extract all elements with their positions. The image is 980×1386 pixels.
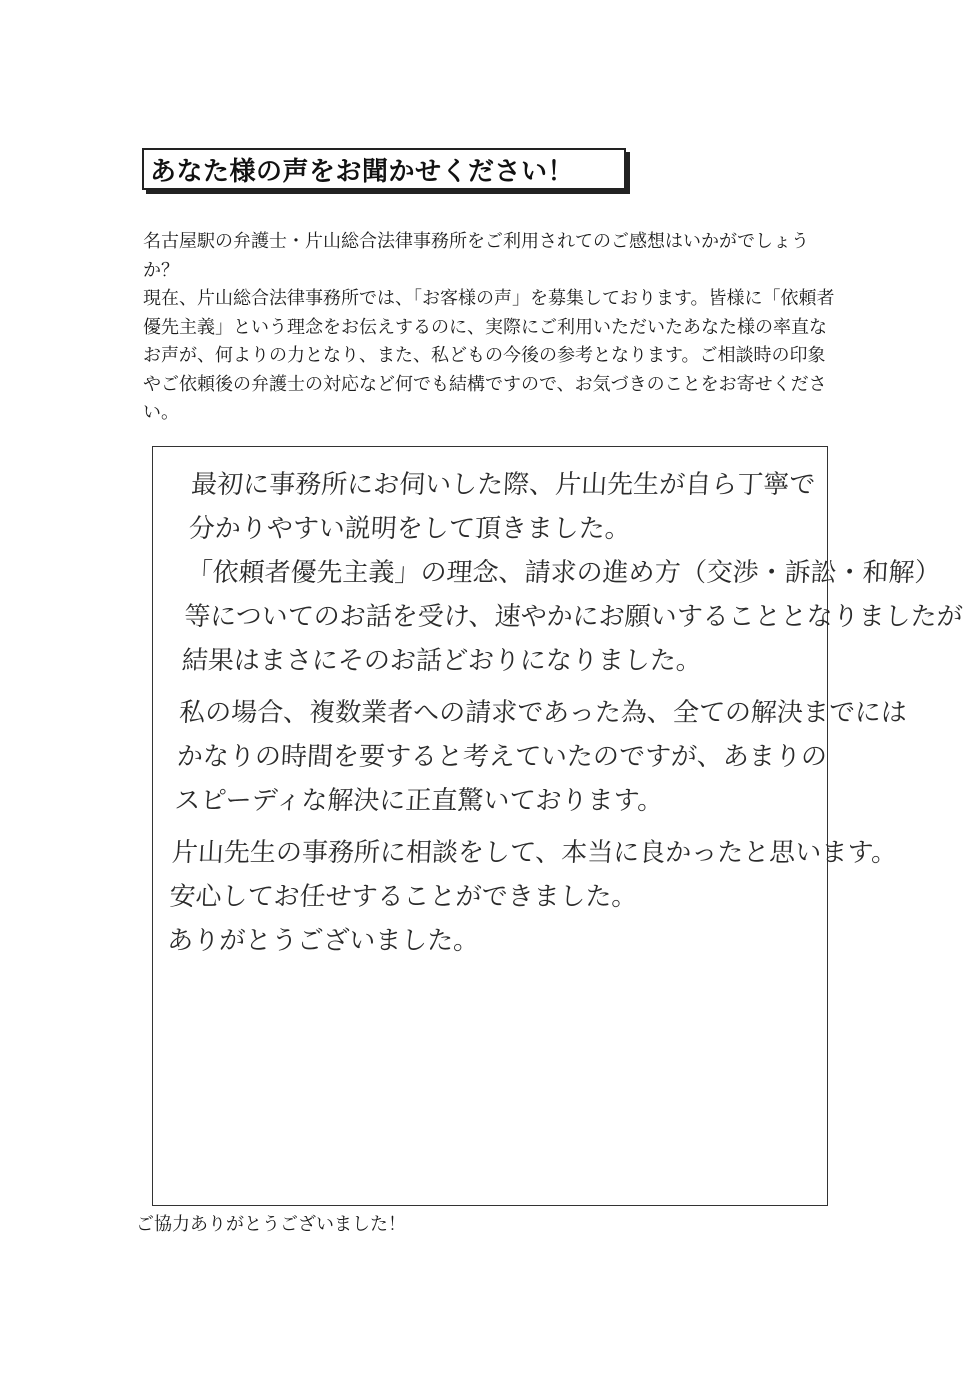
closing-thanks: ご協力ありがとうございました！ [136,1214,406,1235]
comment-line: 「依頼者優先主義」の理念、請求の進め方（交渉・訴訟・和解） [185,558,942,588]
intro-text [143,228,843,428]
comment-paragraph-3 [166,831,899,963]
intro-question: 名古屋駅の弁護士・片山総合法律事務所をご利用されてのご感想はいかがでしょうか？ [143,231,809,281]
page-title: あなた様の声をお聞かせください！ [150,156,575,187]
comment-line: ありがとうございました。 [166,926,481,956]
comment-line: 安心してお任せすることができました。 [168,882,639,912]
comment-paragraph-2 [173,691,908,823]
comment-line: 等についてのお話を受け、速やかにお願いすることとなりましたが [183,602,964,632]
comment-line: スピーディな解決に正直驚いております。 [173,786,665,816]
comment-line: かなりの時間を要すると考えていたのですが、あまりの [176,742,828,772]
comment-line: 片山先生の事務所に相談をして、本当に良かったと思います。 [171,838,899,868]
comment-paragraph-1 [181,463,964,683]
comment-line: 私の場合、複数業者への請求であった為、全ての解決までには [178,698,908,728]
intro-body: 現在、片山総合法律事務所では、「お客様の声」を募集しております。皆様に「依頼者優先主義」という理念をお伝えするのに、実際にご利用いただいたあなた様の率直なお声が、何よりの力となり、また、私どもの今後の参考となります。ご相談時の印象やご依頼後の弁護士の対応など何でも結構ですので、お気づきのことをお寄せください。 [143,288,835,423]
handwritten-comment [166,463,964,971]
comment-line: 結果はまさにそのお話どおりになりました。 [181,646,703,676]
handwritten-comment-box [152,446,964,1206]
comment-line: 分かりやすい説明をして頂きました。 [188,514,632,544]
comment-line: 最初に事務所にお伺いした際、片山先生が自ら丁寧で [190,470,816,500]
page-title-box [142,148,626,190]
